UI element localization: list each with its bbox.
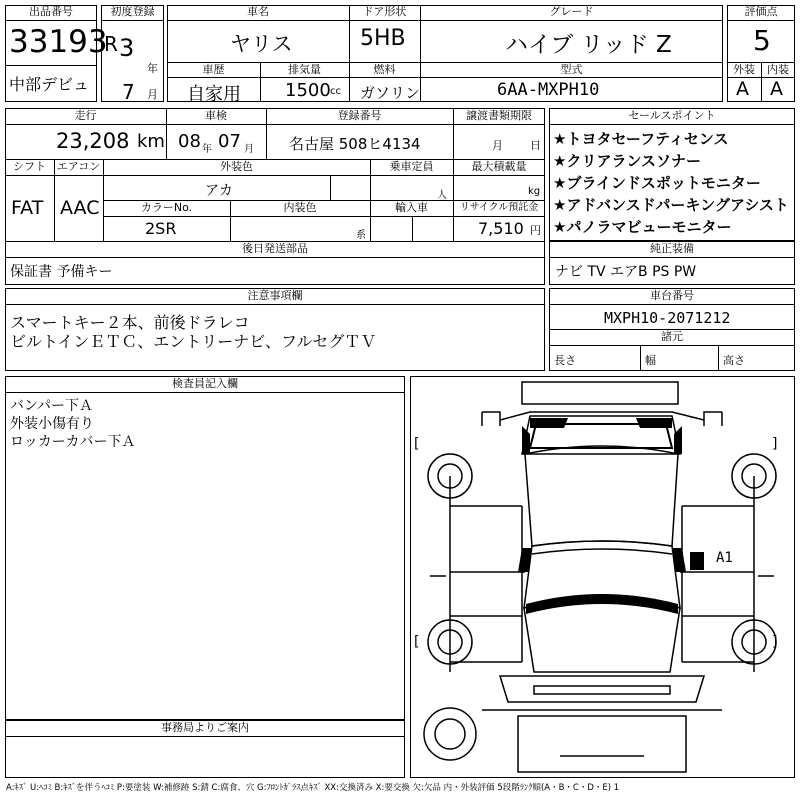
history: 自家用: [187, 84, 241, 105]
shift: FAT: [11, 197, 44, 219]
width-label: 幅: [645, 354, 656, 367]
mileage-label: 走行: [74, 109, 97, 122]
notes-line: スマートキー２本、前後ドラレコ: [10, 313, 250, 332]
reg-year: 3: [119, 34, 135, 62]
car-name-label: 車名: [247, 5, 269, 18]
registration-number: 名古屋 508ヒ4134: [289, 135, 421, 153]
interior-grade: A: [770, 78, 783, 100]
model-code: 6AA-MXPH10: [497, 80, 600, 100]
later-parts-label: 後日発送部品: [242, 242, 308, 255]
lot-number-label: 出品番号: [29, 5, 73, 18]
import-label: 輸入車: [395, 201, 428, 214]
height-label: 高さ: [723, 354, 745, 367]
reg-month-unit: 月: [147, 88, 158, 101]
notes-line: ビルトインＥＴＣ、エントリーナビ、フルセグＴＶ: [10, 332, 377, 351]
model-label: 型式: [560, 63, 583, 76]
reg-month: 7: [122, 80, 135, 104]
reg-year-unit: 年: [147, 62, 158, 75]
inspector-line: ロッカーカバー下Ａ: [10, 434, 136, 450]
selling-point: ★トヨタセーフティセンス: [553, 130, 729, 148]
shift-label: シフト: [13, 160, 46, 173]
bracket-right: ]: [772, 436, 778, 452]
color-number: 2SR: [145, 219, 177, 238]
interior-color-label: 内装色: [283, 201, 317, 214]
selling-point: ★アドバンスドパーキングアシスト: [553, 196, 789, 214]
color-no-label: カラーNo.: [140, 201, 193, 214]
inspector-label: 検査員記入欄: [172, 377, 238, 390]
era: R: [104, 32, 118, 56]
capacity-unit: 人: [437, 190, 447, 201]
inspector-line: バンパー下Ａ: [10, 398, 94, 414]
inspection-label: 車検: [205, 109, 227, 122]
capacity-label: 乗車定員: [389, 160, 434, 173]
notes-label: 注意事項欄: [247, 289, 303, 302]
length-label: 長さ: [554, 354, 576, 367]
mileage: 23,208: [56, 129, 130, 153]
dims-label: 諸元: [661, 330, 683, 343]
max-load-label: 最大積載量: [471, 160, 527, 173]
exterior-grade: A: [736, 78, 749, 100]
selling-point: ★クリアランスソナー: [553, 152, 701, 170]
first-registration-label: 初度登録: [110, 5, 155, 18]
score: 5: [753, 24, 771, 57]
ac-label: エアコン: [56, 160, 101, 173]
equipment: ナビ TV エアB PS PW: [555, 264, 697, 280]
exterior-color-label: 外装色: [220, 160, 253, 173]
fuel: ガソリン: [360, 84, 421, 102]
displacement-unit: cc: [330, 86, 341, 97]
history-label: 車歴: [202, 63, 225, 76]
chassis-label: 車台番号: [650, 289, 694, 302]
exterior-color: アカ: [205, 183, 233, 199]
ac: AAC: [60, 197, 100, 219]
door-label: ドア形状: [362, 5, 407, 18]
damage-mark: A1: [716, 550, 733, 566]
interior-color-unit: 系: [356, 230, 366, 241]
selling-points-label: セールスポイント: [628, 109, 716, 122]
fuel-label: 燃料: [373, 63, 396, 76]
score-label: 評価点: [744, 5, 778, 18]
office-label: 事務局よりご案内: [161, 721, 249, 734]
selling-point: ★パノラマビューモニター: [553, 218, 732, 236]
grade: ハイブ リッド Z: [505, 32, 672, 58]
displacement-label: 排気量: [288, 63, 321, 76]
recycle-unit: 円: [530, 224, 541, 237]
transfer-label: 譲渡書類期限: [466, 109, 532, 122]
inspector-line: 外装小傷有り: [10, 416, 94, 432]
later-parts: 保証書 予備キー: [10, 264, 113, 280]
recycle-label: リサイクル預託金: [459, 202, 539, 213]
inspection-year-unit: 年: [202, 144, 212, 155]
transfer-day: 日: [530, 139, 541, 152]
equipment-label: 純正装備: [650, 242, 694, 255]
bracket-left: [: [414, 634, 420, 650]
venue-name: 中部デビュ: [9, 75, 90, 94]
interior-label: 内装: [767, 63, 789, 76]
bracket-left: [: [414, 436, 420, 452]
selling-point: ★ブラインドスポットモニター: [553, 174, 761, 192]
max-load-unit: kg: [528, 186, 541, 197]
transfer-month: 月: [492, 139, 503, 152]
legend: A:ｷｽﾞ U:ﾍｺﾐ B:ｷｽﾞを伴うﾍｺﾐ P:要塗装 W:補修跡 S:錆 C:腐食、穴 G:ﾌﾛﾝﾄｶﾞﾗｽ点ｷｽﾞ XX:交換済み X:要交換 欠:欠品 内・外装評価 5段階ﾗﾝｸ順(A・B・C・D・E) 1: [6, 783, 620, 793]
displacement: 1500: [285, 80, 331, 101]
lot-number: 33193: [9, 24, 108, 60]
car-name: ヤリス: [230, 32, 293, 56]
inspection-month: 07: [218, 131, 241, 152]
chassis-number: MXPH10-2071212: [604, 309, 731, 327]
inspection-year: 08: [178, 131, 201, 152]
exterior-label: 外装: [733, 63, 755, 76]
inspection-month-unit: 月: [244, 144, 254, 155]
grade-label: グレード: [549, 5, 594, 18]
door-type: 5HB: [360, 26, 406, 51]
car-diagram: [410, 376, 795, 778]
recycle-fee: 7,510: [478, 219, 524, 238]
bracket-right: ]: [772, 634, 778, 650]
registration-label: 登録番号: [337, 109, 382, 122]
mileage-unit: km: [137, 131, 165, 152]
